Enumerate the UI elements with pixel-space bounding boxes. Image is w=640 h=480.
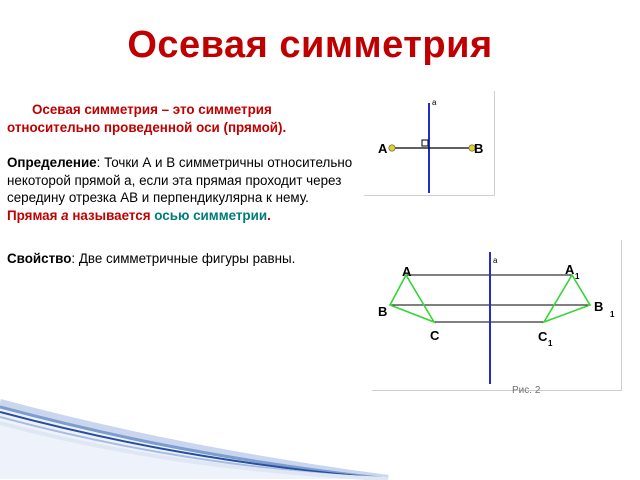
- definition-term: Определение: [7, 155, 97, 171]
- point-a-dot: [389, 145, 395, 151]
- axis-label: a: [493, 256, 498, 265]
- figure-2-drawing: [372, 240, 621, 390]
- axis-label: a: [432, 98, 437, 107]
- intro-paragraph: Осевая симметрия – это симметрия относительно проведенной оси (прямой).: [7, 102, 287, 135]
- figure-points-symmetry: [364, 91, 495, 196]
- point-b-label: B: [378, 304, 388, 319]
- text-block: [7, 101, 362, 267]
- axis-statement: [7, 207, 362, 225]
- point-a1-label: A: [565, 262, 575, 277]
- point-c1-subscript: 1: [548, 339, 553, 348]
- property-term: Свойство: [7, 250, 72, 266]
- point-a1-subscript: 1: [575, 272, 580, 281]
- axis-statement-suffix: .: [267, 207, 271, 223]
- property-text: : Две симметричные фигуры равны.: [71, 250, 296, 266]
- definition-paragraph: [7, 154, 362, 207]
- axis-statement-highlight: осью симметрии: [154, 207, 268, 223]
- definition-text: : Точки А и В симметричны относительно некоторой прямой а, если эта прямая проходит через середину отрезка АВ и перпендикулярна к нему.: [7, 155, 353, 206]
- point-c1-label: C: [538, 329, 548, 344]
- point-b1-label: B: [594, 299, 604, 314]
- point-b1-subscript: 1: [610, 310, 615, 319]
- figure-1-drawing: [364, 91, 494, 195]
- right-angle-mark: [422, 140, 428, 146]
- triangle-a1b1c1: [544, 275, 590, 322]
- property-paragraph: [7, 250, 362, 268]
- point-a-label: A: [402, 264, 412, 279]
- axis-statement-letter: а: [61, 207, 69, 223]
- figure-triangles-symmetry: [372, 240, 622, 391]
- axis-statement-prefix: Прямая: [7, 207, 62, 223]
- figure-caption: Рис. 2: [512, 385, 541, 396]
- page-title: Осевая симметрия: [127, 24, 493, 66]
- point-a-label: A: [378, 141, 388, 156]
- point-c-label: C: [430, 328, 440, 343]
- decorative-swoosh: [0, 395, 390, 480]
- axis-statement-middle: называется: [68, 207, 155, 223]
- point-b-label: B: [474, 141, 484, 156]
- triangle-abc: [390, 275, 434, 322]
